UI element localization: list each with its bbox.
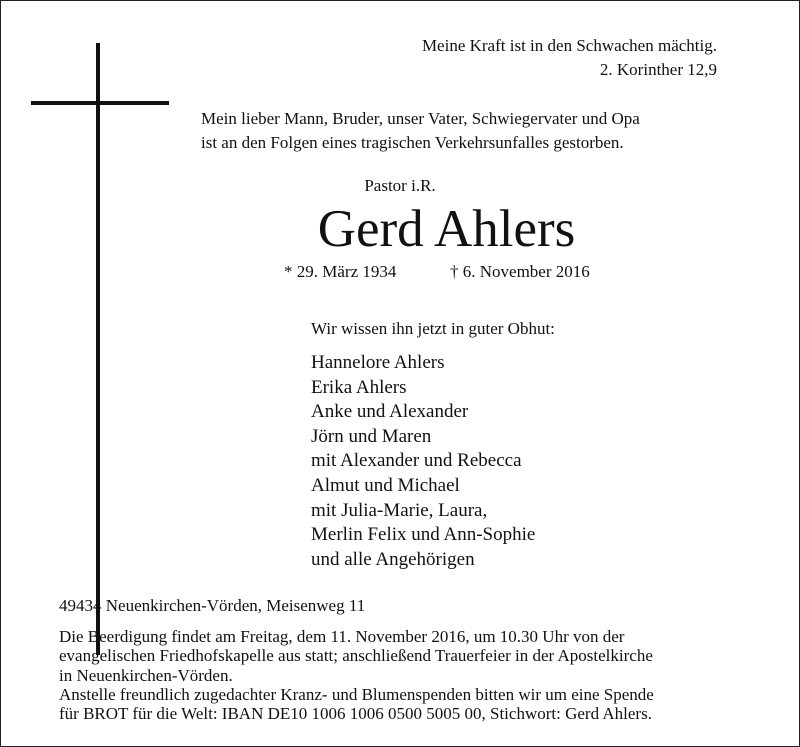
- cross-vertical-bar: [96, 43, 100, 655]
- mourners-intro: Wir wissen ihn jetzt in guter Obhut:: [311, 319, 555, 338]
- mourners-list: [311, 351, 535, 572]
- notice-line: evangelischen Friedhofskapelle aus statt; anschließend Trauerfeier in der Apostelkirche: [59, 646, 653, 666]
- mourner-name: Anke und Alexander: [311, 401, 469, 423]
- mourner-name: Erika Ahlers: [311, 376, 407, 398]
- bible-verse: [422, 34, 717, 82]
- announcement-line-2: ist an den Folgen eines tragischen Verkehrsunfalles gestorben.: [201, 133, 624, 152]
- mourner-name: und alle Angehörigen: [311, 548, 475, 570]
- notice-line: Die Beerdigung findet am Freitag, dem 11. November 2016, um 10.30 Uhr von der: [59, 627, 625, 646]
- birth-date: * 29. März 1934: [284, 262, 397, 281]
- verse-reference: 2. Korinther 12,9: [599, 60, 717, 79]
- deceased-title: Pastor i.R.: [364, 176, 436, 195]
- notice-line: Anstelle freundlich zugedachter Kranz- und Blumenspenden bitten wir um eine Spende: [59, 684, 654, 704]
- mourner-name: Almut und Michael: [311, 474, 460, 496]
- mourner-name: Hannelore Ahlers: [311, 352, 445, 373]
- death-date: † 6. November 2016: [450, 262, 590, 281]
- mourner-name: Jörn und Maren: [311, 425, 432, 447]
- mourner-name: mit Alexander und Rebecca: [311, 450, 522, 472]
- family-address: 49434 Neuenkirchen-Vörden, Meisenweg 11: [59, 596, 366, 615]
- notice-line: in Neuenkirchen-Vörden.: [59, 665, 233, 685]
- deceased-name: Gerd Ahlers: [317, 200, 576, 258]
- notice-line: für BROT für die Welt: IBAN DE10 1006 1006 0500 5005 00, Stichwort: Gerd Ahlers.: [59, 704, 652, 724]
- mourner-name: Merlin Felix und Ann-Sophie: [311, 524, 536, 546]
- announcement-line-1: Mein lieber Mann, Bruder, unser Vater, Schwiegervater und Opa: [201, 109, 640, 128]
- funeral-notice: [59, 627, 654, 723]
- death-announcement: [201, 107, 640, 155]
- cross-horizontal-bar: [31, 101, 169, 105]
- mourner-name: mit Julia-Marie, Laura,: [311, 499, 488, 521]
- verse-text: Meine Kraft ist in den Schwachen mächtig.: [421, 36, 717, 55]
- life-dates: [284, 260, 590, 284]
